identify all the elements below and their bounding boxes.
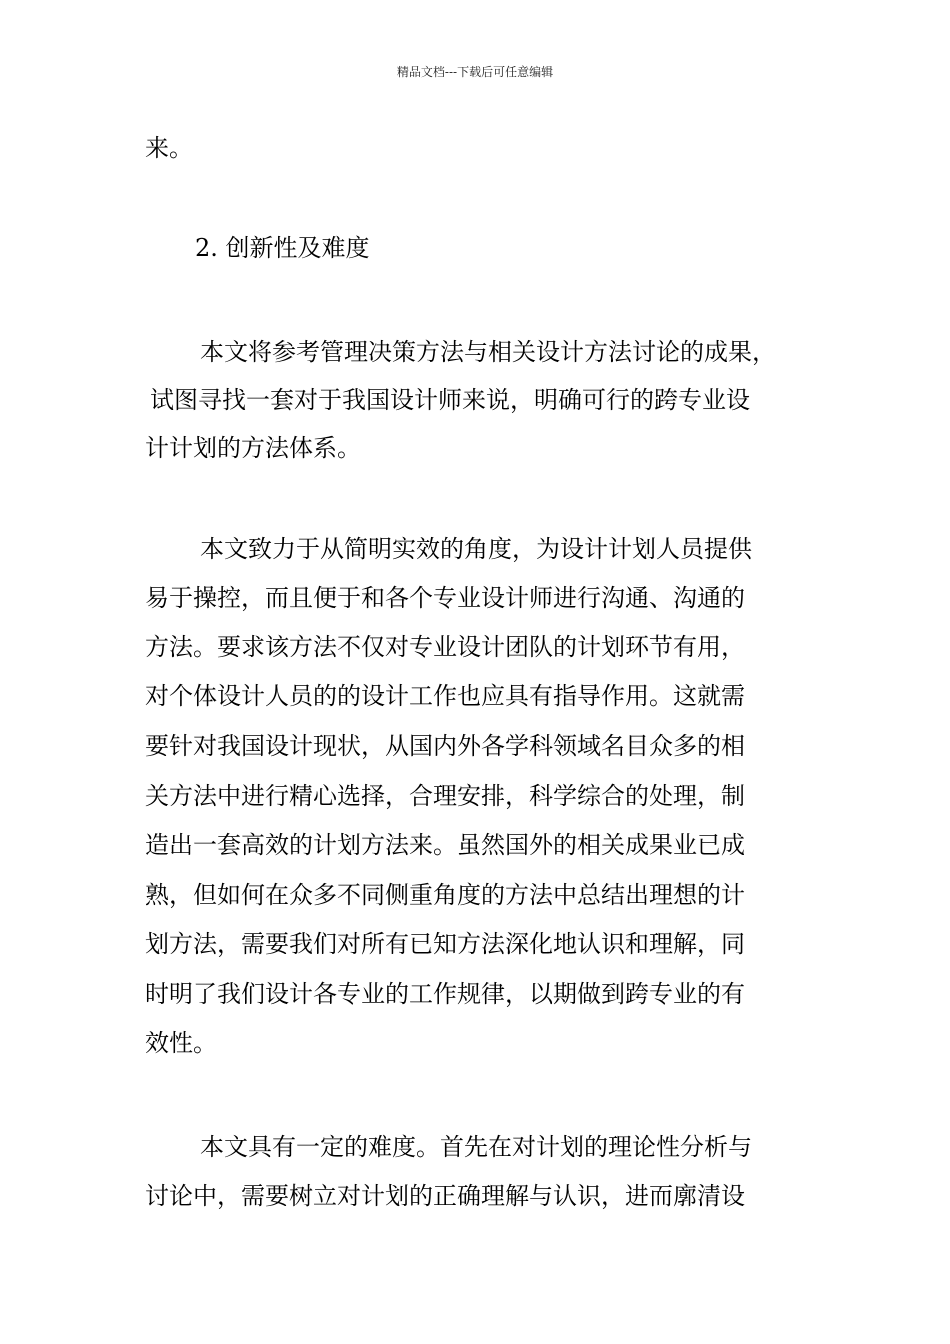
paragraph-line: 讨论中，需要树立对计划的正确理解与认识，进而廓清设 [145, 1182, 745, 1210]
paragraph-line: 方法。要求该方法不仅对专业设计团队的计划环节有用， [145, 633, 745, 661]
paragraph-line: 划方法，需要我们对所有已知方法深化地认识和理解，同 [145, 930, 745, 958]
paragraph-line: 时明了我们设计各专业的工作规律，以期做到跨专业的有 [145, 980, 745, 1008]
paragraph-line: 本文致力于从简明实效的角度，为设计计划人员提供 [200, 535, 752, 563]
page-header: 精品文档---下载后可任意编辑 [396, 65, 554, 79]
paragraph-line: 本文具有一定的难度。首先在对计划的理论性分析与 [200, 1133, 752, 1161]
paragraph-line: 要针对我国设计现状，从国内外各学科领域名目众多的相 [145, 732, 745, 760]
paragraph-line: 计计划的方法体系。 [145, 434, 361, 462]
paragraph-line: 效性。 [145, 1029, 217, 1057]
paragraph-line: 熟，但如何在众多不同侧重角度的方法中总结出理想的计 [145, 881, 745, 909]
paragraph-line: 易于操控，而且便于和各个专业设计师进行沟通、沟通的 [145, 584, 745, 612]
paragraph-fragment: 来。 [145, 134, 193, 162]
paragraph-line: 造出一套高效的计划方法来。虽然国外的相关成果业已成 [145, 831, 745, 859]
section-heading: 2. 创新性及难度 [195, 234, 370, 262]
paragraph-line: 关方法中进行精心选择，合理安排，科学综合的处理，制 [145, 782, 745, 810]
paragraph-line: 对个体设计人员的的设计工作也应具有指导作用。这就需 [145, 682, 745, 710]
paragraph-line: 试图寻找一套对于我国设计师来说，明确可行的跨专业设 [150, 386, 750, 414]
paragraph-line: 本文将参考管理决策方法与相关设计方法讨论的成果， [200, 338, 776, 366]
